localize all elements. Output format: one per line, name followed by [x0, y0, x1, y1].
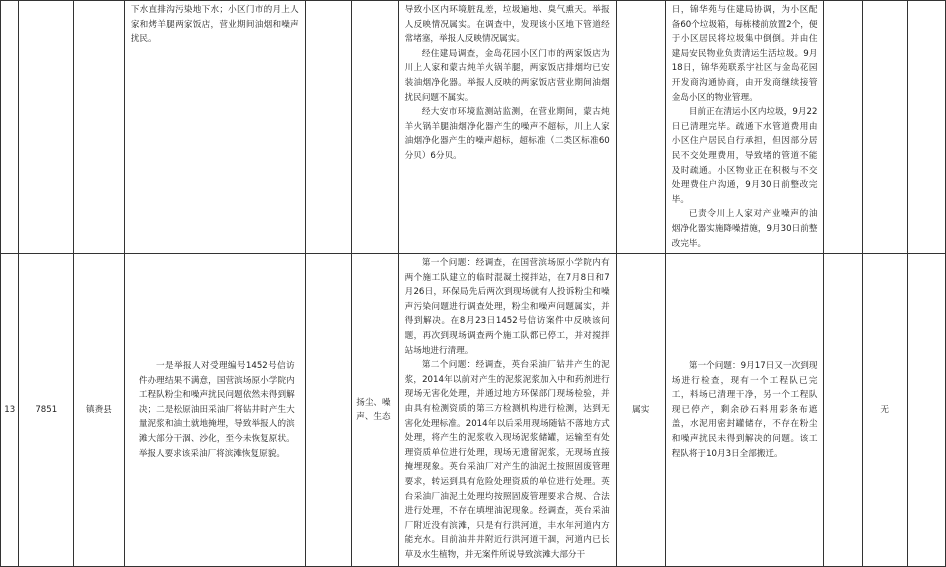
findings-paragraph: 第二个问题：经调查，英台采油厂钻井产生的泥浆，2014年以前对产生的泥浆泥浆加入中和药剂进行现场无害化处理，并通过地方环保部门现场检验，并由具有检测资质的第三方检测机构进行检测，达到无害化处理标准。2014年以后采用现场随钻不落地方式处理，将产生的泥浆收入现场泥浆储罐，运输至有处理资质单位进行处理，现场无遗留泥浆，无现场直接掩埋现象。英台采油厂对产生的油泥土按照固废管理要求，转运到具有危险处理资质的单位进行处理。英台采油厂油泥土处理均按照固废管理要求合规、合法进行处理，不存在填埋油泥现象。经调查，英台采油厂附近没有滨滩，只是有行洪河道，丰水年河道内方能充水。目前油井井附近行洪河道干涸，河道内已长草及水生植物，并无案件所说导致滨滩大部分干 — [404, 360, 610, 560]
findings-paragraph: 经住建局调查，金岛花园小区门市的两家饭店为川上人家和蒙古炖羊火锅羊腿，两家饭店排烟均已安装油烟净化器。举报人反映的两家饭店营业期间油烟扰民问题不属实。 — [404, 48, 610, 103]
actions-cell — [665, 254, 824, 567]
accountability-cell — [862, 254, 907, 567]
findings-paragraph: 经大安市环境监测站监测，在营业期间，蒙古炖羊火锅羊腿油烟净化器产生的噪声不超标，川上人家油烟净化器产生的噪声超标，超标准（二类区标准60分贝）6分贝。 — [404, 107, 610, 161]
action-paragraph: 日，锦华苑与住建局协调，为小区配备60个垃圾箱，每栋楼前放置2个，便于小区居民将垃圾集中倒倒。并由住建局安民物业负责清运生活垃圾。9月18日，锦华苑联系宇社区与金岛花园开发商沟通协商，由开发商继续接管金岛小区的物业管理。 — [671, 5, 818, 103]
remarks-cell — [907, 254, 945, 567]
findings-paragraph: 导致小区内环境脏乱差，垃圾遍地、臭气熏天。举报人反映情况属实。在调查中，发现该小区地下管道经常堵塞，举报人反映情况属实。 — [404, 5, 610, 45]
findings-cell — [398, 1, 616, 254]
category-cell — [352, 254, 398, 567]
verdict-cell — [616, 254, 665, 567]
action-paragraph: 目前正在清运小区内垃圾，9月22日已清理完毕。疏通下水管道费用由小区住户居民自行承担，但因部分居民不交处理费用，导致堵的管道不能及时疏通。小区物业正在积极与不交处理费住户沟通，9月30日前整改完毕。 — [671, 107, 818, 205]
deadline-cell — [824, 254, 862, 567]
action-paragraph: 已责令川上人家对产业噪声的油烟净化器实施降噪措施，9月30日前整改完毕。 — [671, 209, 818, 249]
action-paragraph: 第一个问题：9月17日又一次到现场进行检查，现有一个工程队已完工，料场已清理干净，另一个工程队现已停产，剩余砂石料用彩条布遮盖，水泥用密封罐储存，不存在粉尘和噪声扰民未得到解决的问题。该工程队将于10月3日全部搬迁。 — [671, 361, 818, 459]
verdict: 属实 — [632, 404, 650, 415]
findings-paragraph: 第一个问题：经调查，在国营滨场原小学院内有两个施工队建立的临时混凝土搅拌站，在7月8日和7月26日，环保局先后两次到现场就有人投诉粉尘和噪声污染问题进行调查处理，粉尘和噪声问题属实，并得到解决。在8月23日1452号信访案件中反映该问题，再次到现场调查两个施工队都已停工，并对搅拌站场地进行清理。 — [404, 258, 610, 356]
actions-cell — [665, 1, 824, 254]
case-number-cell — [19, 254, 74, 567]
seq-number: 13 — [4, 404, 16, 415]
pollution-category: 扬尘、噪声、生态 — [356, 397, 391, 423]
table-row — [1, 1, 946, 254]
complaint-cell — [124, 254, 305, 567]
complaint-text: 一是举报人对受理编号1452号信访件办理结果不满意，国营滨场原小学院内工程队粉尘和噪声扰民问题依然未得到解决；二是松原油田采油厂将钻井时产生大量泥浆和油土就地掩埋，导致举报人的滨滩大部分干涸、沙化，至今未恢复原状。举报人要求该采油厂将滨滩恢复原貌。 — [138, 361, 295, 459]
seq-cell — [1, 254, 19, 567]
complaint-text: 下水直排沟污染地下水；小区门市的月上人家和烤羊腿两家饭店，营业期间油烟和噪声扰民。 — [130, 5, 299, 45]
complaint-cell — [124, 1, 305, 254]
county: 镇赉县 — [86, 404, 112, 415]
case-number: 7851 — [35, 404, 58, 415]
table-row — [1, 254, 946, 567]
findings-cell — [398, 254, 616, 567]
county-cell — [74, 254, 125, 567]
region-cell — [305, 254, 351, 567]
accountability: 无 — [880, 404, 889, 415]
